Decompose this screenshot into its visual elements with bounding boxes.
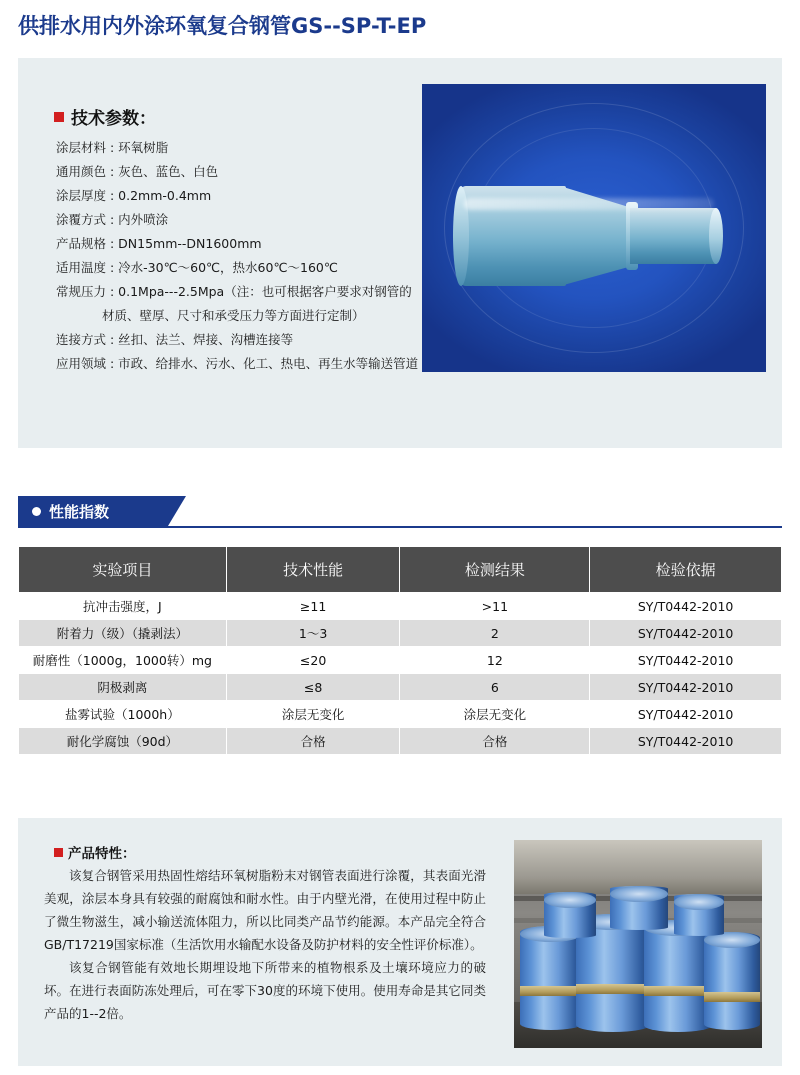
table-cell: 合格: [226, 728, 400, 755]
page-title: 供排水用内外涂环氧复合钢管GS--SP-T-EP: [18, 14, 427, 38]
table-column-header: 实验项目: [19, 547, 227, 593]
performance-section-underline: [18, 526, 782, 528]
pipe-reducer-illustration: [460, 180, 732, 292]
performance-table: [18, 546, 782, 755]
tech-params-item: 通用颜色 : 灰色、蓝色、白色: [56, 164, 219, 179]
table-row: [19, 728, 782, 755]
product-features-panel: [18, 818, 782, 1066]
product-features-paragraph: 该复合钢管采用热固性熔结环氧树脂粉末对钢管表面进行涂覆，其表面光滑美观，涂层本身具有较强的耐腐蚀和耐水性。由于内壁光滑，在使用过程中防止了微生物滋生，减小输送流体阻力，所以比同类产品节约能源。本产品完全符合GB/T17219国家标准（生活饮用水输配水设备及防护材料的安全性评价标准）。: [44, 868, 486, 952]
tech-params-item: 适用温度 : 冷水-30℃～60℃，热水60℃～160℃: [56, 260, 338, 275]
table-row: [19, 647, 782, 674]
pipe-small-end: [709, 208, 723, 264]
table-cell: 耐磨性（1000g，1000转）mg: [19, 647, 227, 674]
pipe-stack-item: [520, 926, 582, 1030]
performance-section-tab-tail: [168, 496, 186, 526]
table-header-row: [19, 547, 782, 593]
table-row: [19, 701, 782, 728]
pipe-rim: [610, 886, 668, 902]
table-cell: SY/T0442-2010: [590, 620, 782, 647]
red-square-bullet-icon: [54, 848, 63, 857]
tech-params-item: 涂覆方式 : 内外喷涂: [56, 212, 169, 227]
table-cell: >11: [400, 593, 590, 620]
table-column-header: 技术性能: [226, 547, 400, 593]
table-cell: ≥11: [226, 593, 400, 620]
table-cell: 盐雾试验（1000h）: [19, 701, 227, 728]
table-column-header: 检测结果: [400, 547, 590, 593]
pipe-stack-item: [544, 892, 596, 938]
performance-section-tab-label: 性能指数: [49, 502, 110, 521]
pipe-stack-item: [674, 894, 724, 936]
tech-params-heading: [54, 104, 156, 129]
tech-params-list: [56, 136, 419, 376]
table-cell: 附着力（级）（撬剥法）: [19, 620, 227, 647]
table-row: [19, 674, 782, 701]
table-cell: 6: [400, 674, 590, 701]
pipe-strap: [704, 992, 760, 1002]
table-cell: SY/T0442-2010: [590, 701, 782, 728]
pipe-stack-item: [610, 886, 668, 930]
table-cell: SY/T0442-2010: [590, 593, 782, 620]
table-cell: 耐化学腐蚀（90d）: [19, 728, 227, 755]
product-photo-pipe-stack: [514, 840, 762, 1048]
table-cell: ≤8: [226, 674, 400, 701]
pipe-highlight: [464, 198, 714, 210]
table-row: [19, 593, 782, 620]
red-square-bullet-icon: [54, 112, 64, 122]
pipe-strap: [644, 986, 712, 996]
tech-params-item: 应用领域 : 市政、给排水、污水、化工、热电、再生水等输送管道: [56, 356, 419, 371]
table-cell: SY/T0442-2010: [590, 728, 782, 755]
table-cell: 1～3: [226, 620, 400, 647]
product-photo-reducer: [422, 84, 766, 372]
tech-params-item: 涂层厚度 : 0.2mm-0.4mm: [56, 188, 212, 203]
pipe-rim: [544, 892, 596, 908]
product-features-heading: [54, 842, 136, 862]
table-cell: 12: [400, 647, 590, 674]
tech-params-item: 产品规格 : DN15mm--DN1600mm: [56, 236, 262, 251]
tech-params-item: 连接方式 : 丝扣、法兰、焊接、沟槽连接等: [56, 332, 294, 347]
product-features-body: [44, 864, 486, 1025]
table-cell: ≤20: [226, 647, 400, 674]
pipe-strap: [520, 986, 582, 996]
table-cell: SY/T0442-2010: [590, 674, 782, 701]
table-cell: 阴极剥离: [19, 674, 227, 701]
pipe-face: [644, 920, 712, 1032]
pipe-small-body: [630, 208, 716, 264]
pipe-stack-item: [644, 920, 712, 1032]
tech-params-item: 常规压力 : 0.1Mpa---2.5Mpa（注：也可根据客户要求对钢管的: [56, 284, 412, 299]
pipe-rim: [674, 894, 724, 910]
bullet-dot-icon: [32, 507, 41, 516]
tech-params-item: 涂层材料 : 环氧树脂: [56, 140, 169, 155]
tech-params-panel: [18, 58, 782, 448]
table-cell: SY/T0442-2010: [590, 647, 782, 674]
tech-params-heading-label: 技术参数：: [71, 109, 156, 129]
table-cell: 抗冲击强度，J: [19, 593, 227, 620]
product-features-paragraph: 该复合钢管能有效地长期埋设地下所带来的植物根系及土壤环境应力的破坏。在进行表面防冻处理后，可在零下30度的环境下使用。使用寿命是其它同类产品的1--2倍。: [44, 960, 486, 1021]
pipe-strap: [576, 984, 650, 994]
tech-params-item-continued: 材质、壁厚、尺寸和承受压力等方面进行定制）: [102, 308, 365, 323]
performance-section-tab: [18, 496, 168, 526]
table-row: [19, 620, 782, 647]
table-column-header: 检验依据: [590, 547, 782, 593]
table-cell: 2: [400, 620, 590, 647]
table-cell: 涂层无变化: [226, 701, 400, 728]
pipe-stack-item: [704, 932, 760, 1030]
table-cell: 合格: [400, 728, 590, 755]
table-cell: 涂层无变化: [400, 701, 590, 728]
product-features-heading-label: 产品特性：: [68, 846, 136, 862]
